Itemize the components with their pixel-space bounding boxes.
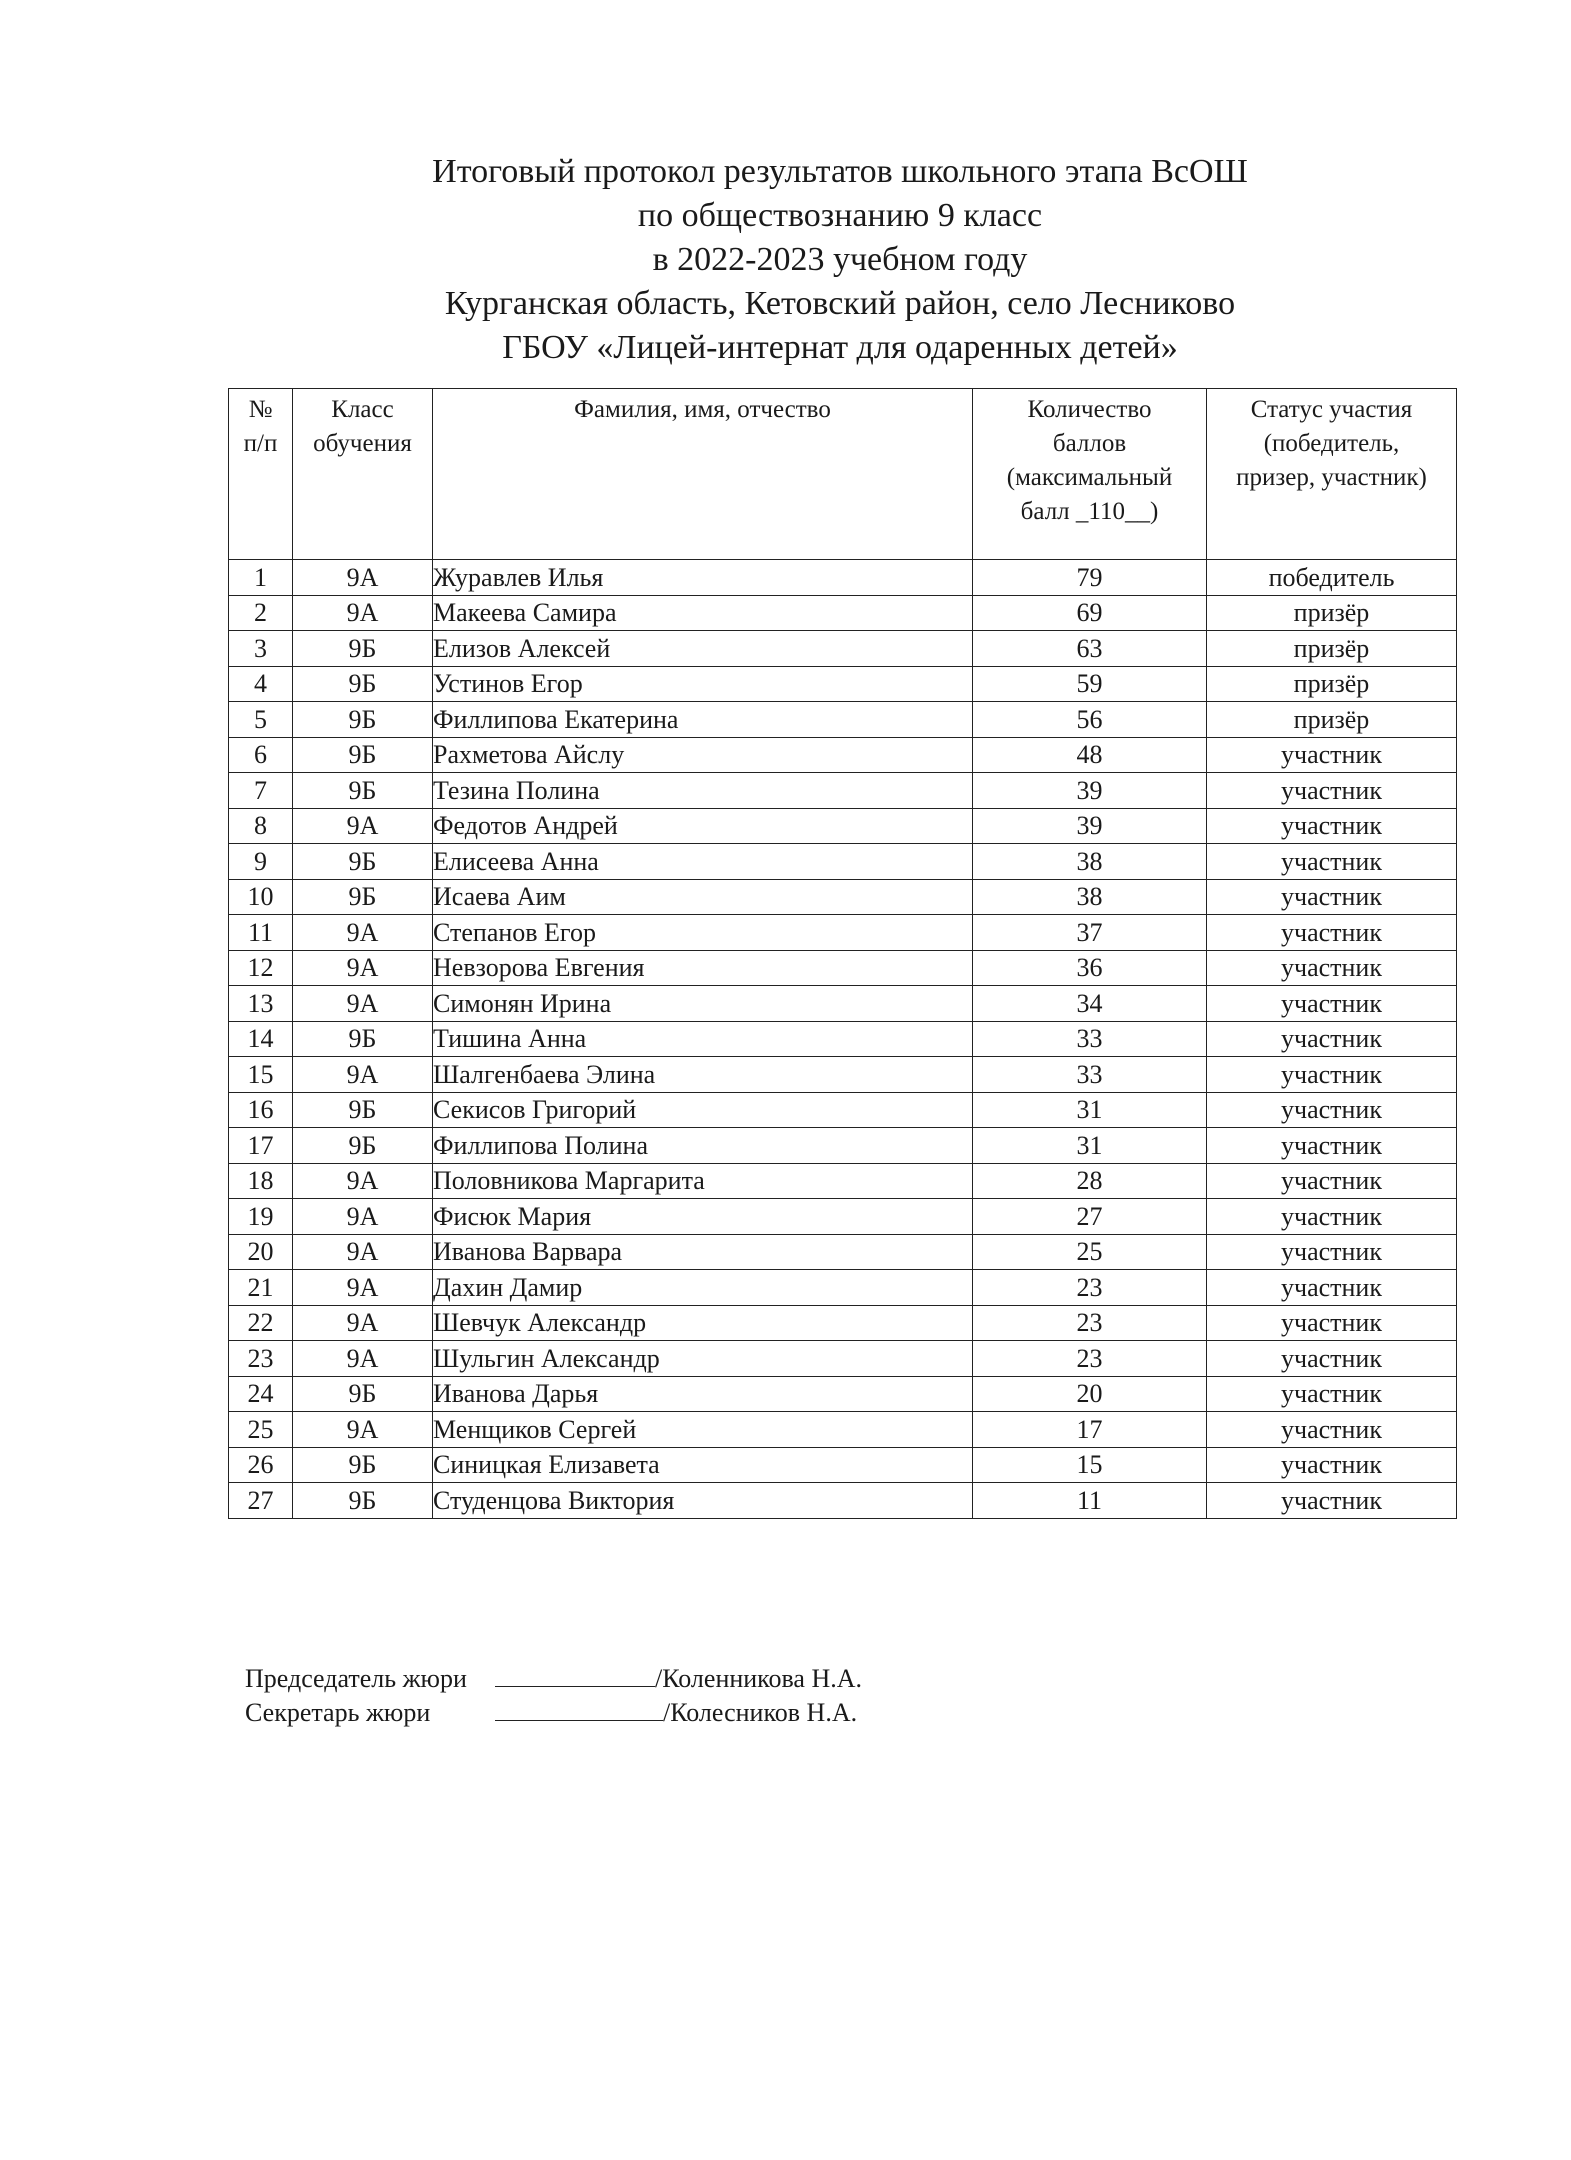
table-row	[229, 879, 1457, 915]
table-row	[229, 1092, 1457, 1128]
row-name: Устинов Егор	[433, 666, 973, 702]
header-status: Статус участия (победитель, призер, участник)	[1207, 389, 1457, 560]
row-class: 9А	[293, 1199, 433, 1235]
row-name: Менщиков Сергей	[433, 1412, 973, 1448]
row-num: 14	[229, 1021, 293, 1057]
row-name: Половникова Маргарита	[433, 1163, 973, 1199]
row-class: 9А	[293, 1057, 433, 1093]
results-table	[228, 388, 1457, 1519]
row-num: 19	[229, 1199, 293, 1235]
row-class: 9А	[293, 915, 433, 951]
row-status: участник	[1207, 1163, 1457, 1199]
row-num: 17	[229, 1128, 293, 1164]
row-status: участник	[1207, 1376, 1457, 1412]
row-status: участник	[1207, 1128, 1457, 1164]
row-name: Елизов Алексей	[433, 631, 973, 667]
row-status: участник	[1207, 1341, 1457, 1377]
row-num: 16	[229, 1092, 293, 1128]
row-num: 24	[229, 1376, 293, 1412]
row-num: 21	[229, 1270, 293, 1306]
row-num: 18	[229, 1163, 293, 1199]
row-score: 33	[973, 1057, 1207, 1093]
table-row	[229, 1483, 1457, 1519]
row-num: 11	[229, 915, 293, 951]
row-num: 8	[229, 808, 293, 844]
row-num: 27	[229, 1483, 293, 1519]
row-score: 38	[973, 879, 1207, 915]
row-name: Филлипова Полина	[433, 1128, 973, 1164]
row-name: Рахметова Айслу	[433, 737, 973, 773]
row-name: Шевчук Александр	[433, 1305, 973, 1341]
row-class: 9Б	[293, 737, 433, 773]
table-row	[229, 1057, 1457, 1093]
row-status: участник	[1207, 1270, 1457, 1306]
row-status: участник	[1207, 915, 1457, 951]
table-row	[229, 1341, 1457, 1377]
row-num: 3	[229, 631, 293, 667]
signatures-block	[245, 1662, 862, 1730]
row-num: 23	[229, 1341, 293, 1377]
row-class: 9Б	[293, 1021, 433, 1057]
row-status: участник	[1207, 773, 1457, 809]
row-score: 63	[973, 631, 1207, 667]
row-score: 79	[973, 560, 1207, 596]
table-row	[229, 595, 1457, 631]
row-score: 23	[973, 1270, 1207, 1306]
row-status: участник	[1207, 879, 1457, 915]
table-row	[229, 1021, 1457, 1057]
row-score: 34	[973, 986, 1207, 1022]
title-line-5: ГБОУ «Лицей-интернат для одаренных детей»	[502, 329, 1178, 366]
row-status: участник	[1207, 1199, 1457, 1235]
row-class: 9Б	[293, 879, 433, 915]
results-body	[229, 560, 1457, 1519]
row-score: 56	[973, 702, 1207, 738]
secretary-label: Секретарь жюри	[245, 1698, 431, 1727]
table-row	[229, 1305, 1457, 1341]
table-row	[229, 1376, 1457, 1412]
row-score: 31	[973, 1092, 1207, 1128]
row-score: 39	[973, 808, 1207, 844]
header-num: № п/п	[229, 389, 293, 560]
table-row	[229, 915, 1457, 951]
row-score: 48	[973, 737, 1207, 773]
row-class: 9А	[293, 1163, 433, 1199]
row-class: 9А	[293, 950, 433, 986]
row-status: участник	[1207, 1483, 1457, 1519]
chair-signature-line	[495, 1664, 655, 1687]
row-name: Симонян Ирина	[433, 986, 973, 1022]
row-status: победитель	[1207, 560, 1457, 596]
row-name: Шалгенбаева Элина	[433, 1057, 973, 1093]
row-status: участник	[1207, 844, 1457, 880]
table-row	[229, 986, 1457, 1022]
row-name: Тишина Анна	[433, 1021, 973, 1057]
row-status: призёр	[1207, 666, 1457, 702]
header-class: Класс обучения	[293, 389, 433, 560]
row-name: Иванова Варвара	[433, 1234, 973, 1270]
table-row	[229, 808, 1457, 844]
row-status: участник	[1207, 1021, 1457, 1057]
row-name: Студенцова Виктория	[433, 1483, 973, 1519]
row-class: 9Б	[293, 1092, 433, 1128]
row-class: 9А	[293, 1412, 433, 1448]
row-score: 37	[973, 915, 1207, 951]
row-class: 9Б	[293, 702, 433, 738]
table-row	[229, 737, 1457, 773]
row-name: Исаева Аим	[433, 879, 973, 915]
title-line-1: Итоговый протокол результатов школьного этапа ВсОШ	[432, 153, 1248, 190]
table-row	[229, 1128, 1457, 1164]
row-score: 17	[973, 1412, 1207, 1448]
row-name: Дахин Дамир	[433, 1270, 973, 1306]
row-name: Степанов Егор	[433, 915, 973, 951]
title-line-3: в 2022-2023 учебном году	[652, 241, 1028, 278]
table-row	[229, 631, 1457, 667]
row-status: призёр	[1207, 702, 1457, 738]
row-num: 9	[229, 844, 293, 880]
secretary-signature	[245, 1696, 862, 1730]
row-status: участник	[1207, 1305, 1457, 1341]
title-line-4: Курганская область, Кетовский район, село Лесниково	[444, 285, 1236, 322]
chair-signature	[245, 1662, 862, 1696]
row-name: Тезина Полина	[433, 773, 973, 809]
table-header-row	[229, 389, 1457, 560]
row-num: 25	[229, 1412, 293, 1448]
secretary-signature-line	[495, 1698, 663, 1721]
row-num: 4	[229, 666, 293, 702]
row-class: 9А	[293, 1341, 433, 1377]
table-row	[229, 560, 1457, 596]
row-name: Невзорова Евгения	[433, 950, 973, 986]
table-row	[229, 773, 1457, 809]
row-score: 38	[973, 844, 1207, 880]
row-num: 22	[229, 1305, 293, 1341]
table-row	[229, 1270, 1457, 1306]
row-name: Макеева Самира	[433, 595, 973, 631]
table-row	[229, 950, 1457, 986]
row-num: 5	[229, 702, 293, 738]
row-status: участник	[1207, 808, 1457, 844]
row-status: участник	[1207, 737, 1457, 773]
row-class: 9А	[293, 808, 433, 844]
row-score: 69	[973, 595, 1207, 631]
row-status: участник	[1207, 1447, 1457, 1483]
row-status: участник	[1207, 950, 1457, 986]
row-class: 9Б	[293, 1447, 433, 1483]
row-num: 12	[229, 950, 293, 986]
row-class: 9Б	[293, 631, 433, 667]
row-status: участник	[1207, 1092, 1457, 1128]
table-row	[229, 1234, 1457, 1270]
table-row	[229, 666, 1457, 702]
row-class: 9А	[293, 560, 433, 596]
row-num: 10	[229, 879, 293, 915]
row-name: Секисов Григорий	[433, 1092, 973, 1128]
table-row	[229, 702, 1457, 738]
table-row	[229, 1199, 1457, 1235]
row-name: Шульгин Александр	[433, 1341, 973, 1377]
table-row	[229, 1412, 1457, 1448]
row-num: 20	[229, 1234, 293, 1270]
row-name: Синицкая Елизавета	[433, 1447, 973, 1483]
row-class: 9Б	[293, 1128, 433, 1164]
row-class: 9Б	[293, 844, 433, 880]
row-status: призёр	[1207, 595, 1457, 631]
row-status: участник	[1207, 1057, 1457, 1093]
row-score: 59	[973, 666, 1207, 702]
row-score: 31	[973, 1128, 1207, 1164]
row-class: 9А	[293, 1234, 433, 1270]
row-num: 1	[229, 560, 293, 596]
header-score: Количество баллов (максимальный балл _110__)	[973, 389, 1207, 560]
row-num: 13	[229, 986, 293, 1022]
row-score: 39	[973, 773, 1207, 809]
row-num: 7	[229, 773, 293, 809]
row-score: 11	[973, 1483, 1207, 1519]
row-score: 20	[973, 1376, 1207, 1412]
row-name: Елисеева Анна	[433, 844, 973, 880]
row-class: 9А	[293, 1270, 433, 1306]
row-name: Журавлев Илья	[433, 560, 973, 596]
row-status: призёр	[1207, 631, 1457, 667]
document-title	[0, 150, 1571, 370]
row-status: участник	[1207, 986, 1457, 1022]
row-class: 9Б	[293, 1376, 433, 1412]
row-num: 2	[229, 595, 293, 631]
row-status: участник	[1207, 1234, 1457, 1270]
table-row	[229, 844, 1457, 880]
row-num: 6	[229, 737, 293, 773]
chair-label: Председатель жюри	[245, 1664, 467, 1693]
row-class: 9А	[293, 595, 433, 631]
table-row	[229, 1447, 1457, 1483]
row-class: 9Б	[293, 773, 433, 809]
row-name: Иванова Дарья	[433, 1376, 973, 1412]
row-class: 9А	[293, 986, 433, 1022]
row-score: 28	[973, 1163, 1207, 1199]
row-score: 23	[973, 1305, 1207, 1341]
row-class: 9Б	[293, 666, 433, 702]
row-name: Фисюк Мария	[433, 1199, 973, 1235]
row-score: 27	[973, 1199, 1207, 1235]
row-class: 9А	[293, 1305, 433, 1341]
row-num: 26	[229, 1447, 293, 1483]
row-class: 9Б	[293, 1483, 433, 1519]
chair-name: /Коленникова Н.А.	[655, 1664, 863, 1693]
row-score: 36	[973, 950, 1207, 986]
row-num: 15	[229, 1057, 293, 1093]
row-status: участник	[1207, 1412, 1457, 1448]
table-row	[229, 1163, 1457, 1199]
header-name: Фамилия, имя, отчество	[433, 389, 973, 560]
row-score: 23	[973, 1341, 1207, 1377]
row-score: 15	[973, 1447, 1207, 1483]
row-name: Федотов Андрей	[433, 808, 973, 844]
row-score: 33	[973, 1021, 1207, 1057]
secretary-name: /Колесников Н.А.	[663, 1698, 858, 1727]
row-name: Филлипова Екатерина	[433, 702, 973, 738]
row-score: 25	[973, 1234, 1207, 1270]
title-line-2: по обществознанию 9 класс	[637, 197, 1043, 234]
